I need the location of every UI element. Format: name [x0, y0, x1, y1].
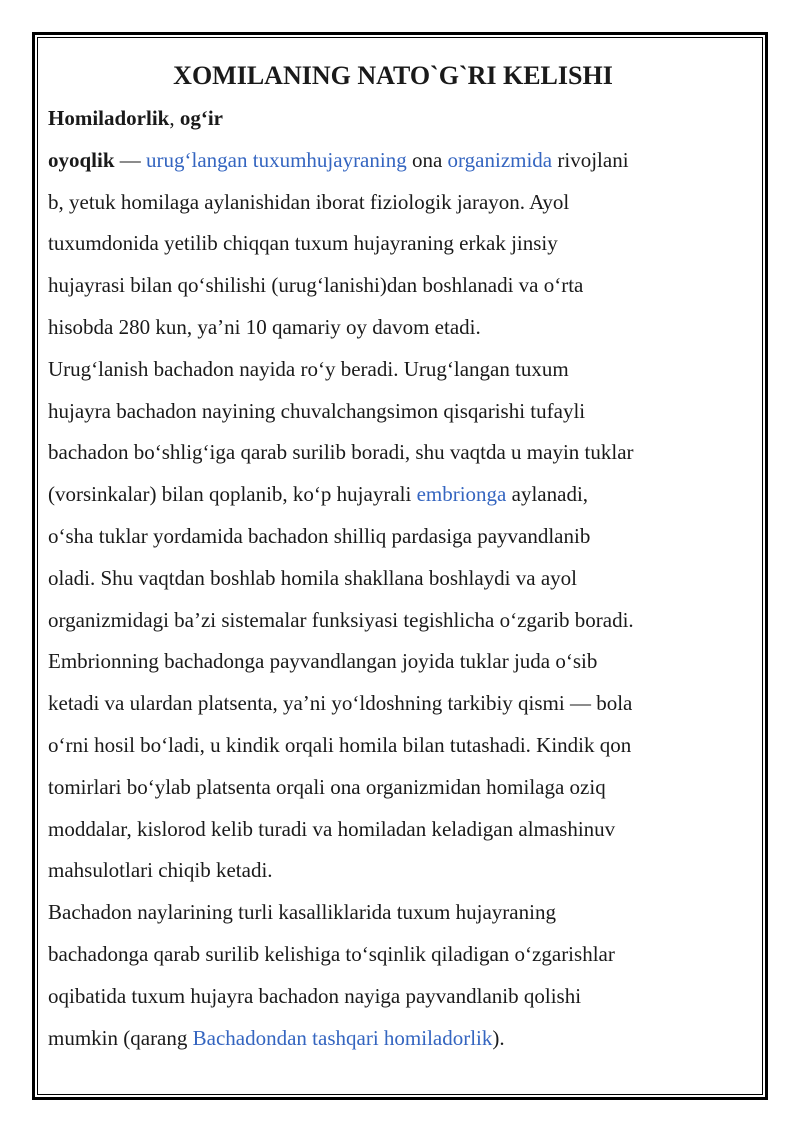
text-line: moddalar, kislorod kelib turadi va homiladan keladigan almashinuv — [48, 816, 616, 841]
text-line: bachadonga qarab surilib kelishiga to‘sqinlik qiladigan o‘zgarishlar — [48, 941, 615, 966]
text-fragment: , — [169, 106, 180, 130]
text-line: hujayra bachadon nayining chuvalchangsimon qisqarishi tufayli — [48, 398, 586, 423]
link-tuxumhujayra[interactable]: urug‘langan tuxumhujayraning — [146, 147, 407, 172]
text-fragment: ). — [492, 1025, 505, 1050]
text-line — [48, 140, 738, 182]
text-line: o‘sha tuklar yordamida bachadon shilliq pardasiga payvandlanib — [48, 523, 591, 548]
document-body — [48, 58, 738, 1059]
text-line: hujayrasi bilan qo‘shilishi (urug‘lanishi)dan boshlanadi va o‘rta — [48, 273, 584, 298]
text-fragment: rivojlani — [552, 147, 629, 172]
text-line — [48, 1018, 738, 1060]
text-line: mahsulotlari chiqib ketadi. — [48, 858, 273, 883]
page-title: XOMILANING NATO`G`RI KELISHI — [173, 61, 613, 90]
text-line: oladi. Shu vaqtdan boshlab homila shakllana boshlaydi va ayol — [48, 565, 577, 590]
text-line: Bachadon naylarining turli kasalliklarida tuxum hujayraning — [48, 900, 556, 925]
text-fragment: aylanadi, — [506, 482, 589, 507]
text-line: ketadi va ulardan platsenta, ya’ni yo‘ldoshning tarkibiy qismi — bola — [48, 691, 633, 716]
text-line — [48, 98, 738, 140]
text-line: organizmidagi ba’zi sistemalar funksiyasi tegishlicha o‘zgarib boradi. — [48, 607, 634, 632]
term-ogir: og‘ir — [179, 106, 224, 130]
text-fragment: — — [114, 147, 147, 172]
text-line: oqibatida tuxum hujayra bachadon nayiga payvandlanib qolishi — [48, 983, 582, 1008]
text-fragment: mumkin (qarang — [48, 1025, 193, 1050]
link-organizm[interactable]: organizmida — [447, 147, 553, 172]
text-line — [48, 474, 738, 516]
text-line: tuxumdonida yetilib chiqqan tuxum hujayraning erkak jinsiy — [48, 231, 558, 256]
term-oyoqlik: oyoqlik — [48, 147, 115, 172]
text-fragment: (vorsinkalar) bilan qoplanib, ko‘p hujayrali — [48, 482, 417, 507]
text-fragment: ona — [406, 147, 448, 172]
text-line: Urug‘lanish bachadon nayida ro‘y beradi. Urug‘langan tuxum — [48, 356, 569, 381]
link-embrion[interactable]: embrionga — [416, 482, 507, 507]
text-line: tomirlari bo‘ylab platsenta orqali ona organizmidan homilaga oziq — [48, 774, 606, 799]
link-bachadondan-tashqari[interactable]: Bachadondan tashqari homiladorlik — [192, 1025, 493, 1050]
term-homiladorlik: Homiladorlik — [48, 106, 170, 130]
text-line: o‘rni hosil bo‘ladi, u kindik orqali homila bilan tutashadi. Kindik qon — [48, 732, 632, 757]
text-line: bachadon bo‘shlig‘iga qarab surilib boradi, shu vaqtda u mayin tuklar — [48, 440, 634, 465]
text-line: Embrionning bachadonga payvandlangan joyida tuklar juda o‘sib — [48, 649, 598, 674]
text-line: hisobda 280 kun, ya’ni 10 qamariy oy davom etadi. — [48, 314, 481, 339]
text-line: b, yetuk homilaga aylanishidan iborat fiziologik jarayon. Ayol — [48, 189, 570, 214]
